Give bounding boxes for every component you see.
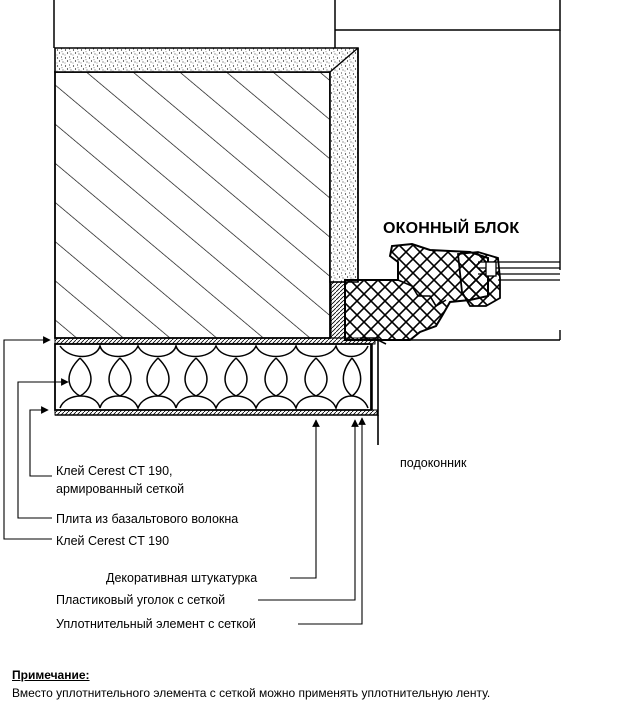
window-block-title: ОКОННЫЙ БЛОК	[383, 220, 520, 237]
sealing-strip	[331, 282, 345, 338]
basalt-insulation	[55, 344, 371, 410]
note-text: Вместо уплотнительного элемента с сеткой можно применять уплотнительную ленту.	[12, 686, 491, 700]
note-title: Примечание:	[12, 668, 90, 682]
label-adhesive: Клей Cerest CT 190	[56, 534, 170, 548]
label-decorative-plaster: Декоративная штукатурка	[106, 571, 258, 585]
label-sealing-element: Уплотнительный элемент с сеткой	[56, 617, 256, 631]
label-adhesive-mesh-1: Клей Cerest CT 190,	[56, 464, 173, 478]
wall-edges	[54, 0, 560, 48]
masonry-wall	[55, 72, 330, 338]
label-plastic-corner: Пластиковый уголок с сеткой	[56, 593, 226, 607]
label-adhesive-mesh-2: армированный сеткой	[56, 482, 185, 496]
label-basalt-board: Плита из базальтового волокна	[56, 512, 239, 526]
window-sill-label: подоконник	[400, 456, 467, 470]
